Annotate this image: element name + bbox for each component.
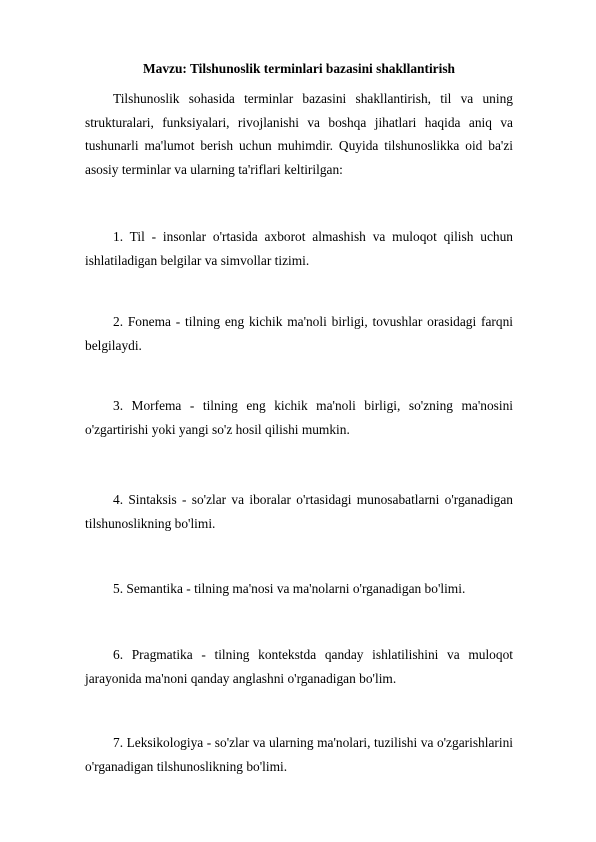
term-item-morfema: 3. Morfema - tilning eng kichik ma'noli birligi, so'zning ma'nosini o'zgartirishi yoki yangi so'z hosil qilishi mumkin. bbox=[85, 398, 513, 437]
term-item-semantika: 5. Semantika - tilning ma'nosi va ma'nolarni o'rganadigan bo'limi. bbox=[113, 581, 466, 596]
term-item-fonema: 2. Fonema - tilning eng kichik ma'noli birligi, tovushlar orasidagi farqni belgilaydi. bbox=[85, 314, 513, 353]
term-item-pragmatika: 6. Pragmatika - tilning kontekstda qanday ishlatilishini va muloqot jarayonida ma'noni qanday anglashni o'rganadigan bo'lim. bbox=[85, 647, 513, 686]
term-item-til: 1. Til - insonlar o'rtasida axborot almashish va muloqot qilish uchun ishlatiladigan belgilar va simvollar tizimi. bbox=[85, 229, 513, 268]
term-item-leksikologiya: 7. Leksikologiya - so'zlar va ularning ma'nolari, tuzilishi va o'zgarishlarini o'rganadigan tilshunoslikning bo'limi. bbox=[85, 735, 513, 774]
term-item-sintaksis: 4. Sintaksis - so'zlar va iboralar o'rtasidagi munosabatlarni o'rganadigan tilshunoslikning bo'limi. bbox=[85, 492, 513, 531]
document-title: Mavzu: Tilshunoslik terminlari bazasini shakllantirish bbox=[142, 61, 456, 76]
intro-paragraph: Tilshunoslik sohasida terminlar bazasini shakllantirish, til va uning strukturalari, funksiyalari, rivojlanishi va boshqa jihatlari haqida aniq va tushunarli ma'lumot berish uchun muhimdir. Quyida tilshunoslikka oid ba'zi asosiy terminlar va ularning ta'riflari keltirilgan: bbox=[85, 91, 513, 177]
